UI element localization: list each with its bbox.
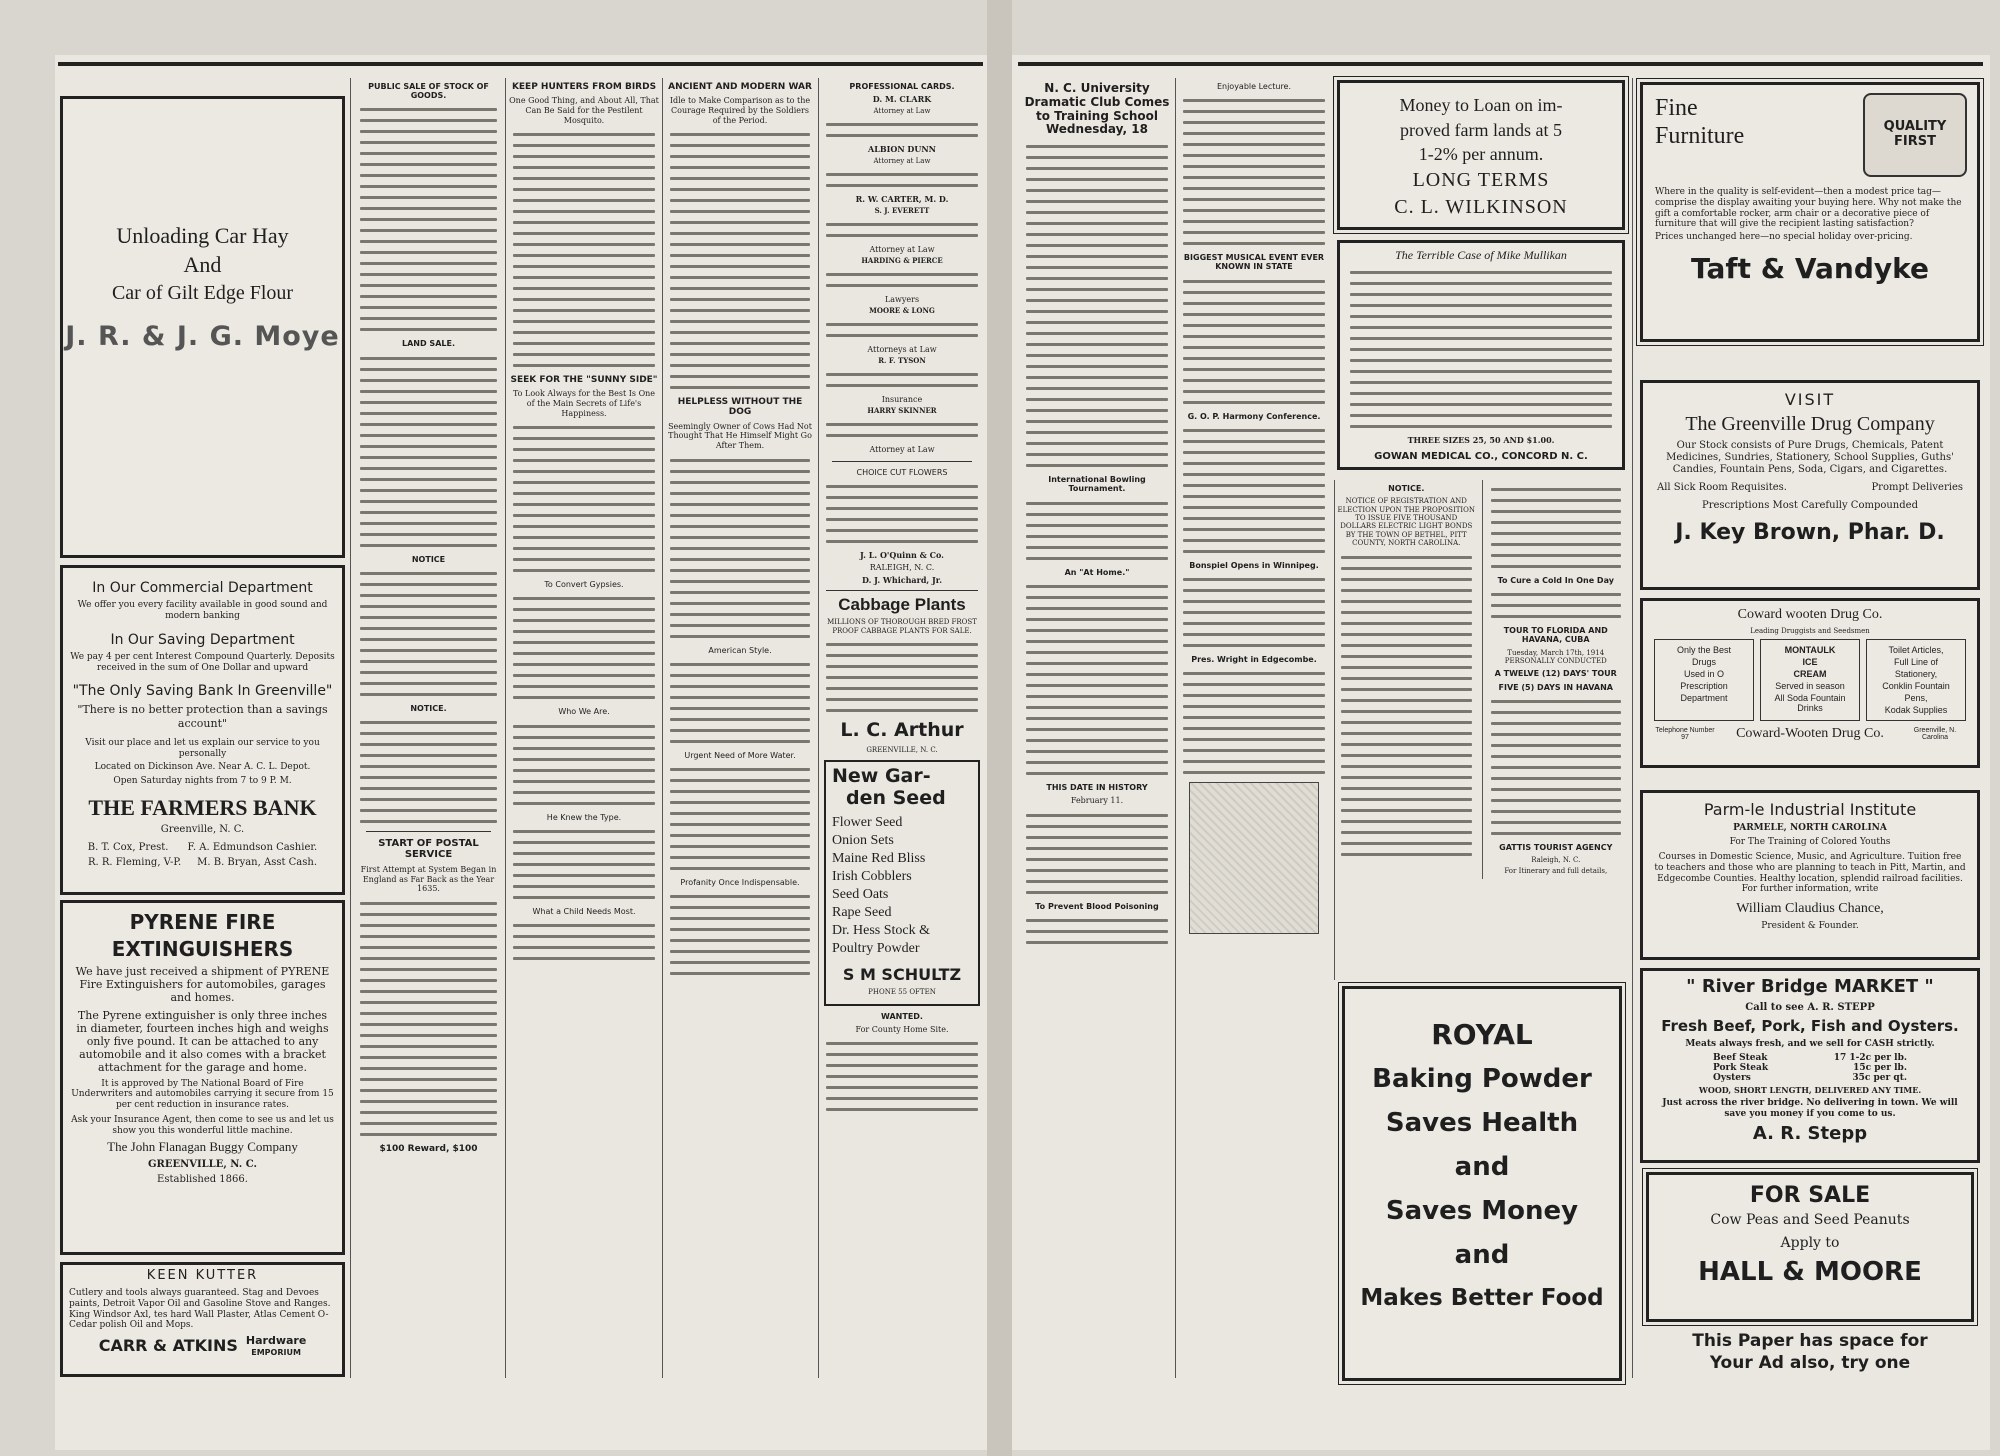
professional-card-line: S. J. EVERETT: [874, 205, 930, 215]
pyrene-title1: PYRENE FIRE: [129, 910, 276, 934]
pyrene-company: The John Flanagan Buggy Company: [107, 1139, 298, 1155]
rcol2-body-8: [1183, 672, 1325, 774]
coward-foot-left: Telephone Number 97: [1655, 727, 1715, 742]
ad-loan: [1337, 80, 1625, 230]
keen-company2: Hardware: [245, 1334, 307, 1348]
seed-item: Irish Cobblers: [832, 868, 912, 884]
ad-coward-wooten: [1640, 598, 1980, 768]
professional-card-body: [826, 323, 978, 337]
rcol2-h2: Enjoyable Lecture.: [1216, 82, 1292, 91]
drug-deliveries: Prompt Deliveries: [1871, 482, 1963, 494]
sale-company: HALL & MOORE: [1698, 1256, 1922, 1287]
parmele-title: Parm-le Industrial Institute: [1703, 800, 1917, 819]
col5-divider-1: [832, 461, 972, 462]
bank-slogan2: "There is no better protection than a savings account": [77, 703, 328, 730]
rcol3-agency-city: Raleigh, N. C.: [1531, 855, 1581, 864]
left-col-4: [666, 78, 814, 1378]
left-col-5: [822, 78, 982, 1378]
coward-sub: Leading Druggists and Seedsmen: [1750, 627, 1870, 636]
drug-company: The Greenville Drug Company: [1685, 413, 1935, 436]
drug-sick: All Sick Room Requisites.: [1657, 482, 1787, 494]
market-fresh: Fresh Beef, Pork, Fish and Oysters.: [1661, 1016, 1959, 1035]
col3-h6: What a Child Needs Most.: [532, 906, 636, 916]
coward-mid5: All Soda Fountain Drinks: [1774, 693, 1846, 714]
pyrene-p1: We have just received a shipment of PYRENE Fire Extinguishers for automobiles, garages and homes.: [75, 965, 330, 1005]
keen-title: KEEN KUTTER: [146, 1268, 259, 1283]
market-price-item: Oysters: [1713, 1072, 1751, 1083]
col3-body-1: [513, 133, 655, 367]
royal-line4: and: [1454, 1151, 1510, 1182]
space-line1: This Paper has space for: [1692, 1331, 1928, 1351]
col2-body-5: [360, 902, 497, 1136]
col3-body-2: [513, 426, 655, 572]
rcol1-h10: To Prevent Blood Poisoning: [1035, 901, 1159, 911]
coward-foot-mid: Coward-Wooten Drug Co.: [1736, 726, 1884, 742]
professional-card-body: [826, 273, 978, 287]
professional-card-body: [826, 373, 978, 387]
col4-body-4: [670, 768, 810, 870]
market-price-value: 17 1-2c per lb.: [1833, 1052, 1907, 1063]
drug-text: Our Stock consists of Pure Drugs, Chemicals, Patent Medicines, Sundries, Stationery, School Supplies, Guths' Candies, Fountain Pens, Soda, Cigars, and Cigarettes.: [1666, 440, 1954, 476]
professional-card-line: Attorney at Law: [869, 245, 935, 255]
sale-title: FOR SALE: [1749, 1183, 1871, 1208]
coward-mid3: CREAM: [1793, 669, 1827, 680]
keen-text: Cutlery and tools always guaranteed. Stag and Devoes paints, Detroit Vapor Oil and Gasoline Stove and Ranges. King Windsor Axl, tes hard Wall Plaster, Atlas Cement O-Cedar polish Oil and Mops.: [69, 1287, 331, 1331]
col2-h6: $100 Reward, $100: [379, 1143, 478, 1154]
coward-left5: Department: [1680, 693, 1728, 704]
col3-body-6: [513, 924, 655, 960]
col3-h3: To Convert Gypsies.: [544, 580, 624, 590]
left-col-rule-1: [350, 78, 351, 1378]
coward-left1: Only the Best: [1676, 645, 1732, 656]
parmele-sub1: PARMELE, NORTH CAROLINA: [1733, 823, 1887, 834]
ad-for-sale: [1646, 1172, 1974, 1322]
col4-h2-sub: Seemingly Owner of Cows Had Not Thought That He Himself Might Go After Them.: [668, 421, 812, 450]
rcol3-left: [1337, 480, 1476, 879]
rcol1-h5: International Bowling Tournament.: [1048, 475, 1146, 494]
col2-h5: START OF POSTAL SERVICE: [378, 837, 479, 861]
coward-right-box: [1866, 639, 1966, 721]
col3-h2: SEEK FOR THE "SUNNY SIDE": [510, 375, 658, 386]
seed-item: Rape Seed: [832, 904, 892, 920]
left-top-rule: [58, 62, 983, 66]
professional-card-line: Attorneys at Law: [867, 345, 937, 355]
rcol1-body-5: [1026, 502, 1168, 560]
bank-heading2: In Our Saving Department: [110, 631, 295, 648]
coward-foot-right: Greenville, N. Carolina: [1913, 727, 1957, 742]
arthur-name: L. C. Arthur: [840, 718, 964, 741]
bank-text2: We pay 4 per cent Interest Compound Quarterly. Deposits received in the sum of One Dollar and upward: [70, 651, 335, 673]
left-col-2: [356, 78, 501, 1378]
ad-garden-seed: [824, 760, 980, 1005]
wanted-body: [826, 1042, 978, 1111]
coward-right5: Pens,: [1904, 693, 1928, 704]
coward-mid2: ICE: [1802, 657, 1818, 668]
market-price-item: Beef Steak: [1713, 1052, 1768, 1063]
market-name: A. R. Stepp: [1752, 1122, 1868, 1144]
seed-schultz: S M SCHULTZ: [842, 964, 962, 984]
market-price-value: 35c per qt.: [1852, 1072, 1907, 1083]
drug-pharm: J. Key Brown, Phar. D.: [1675, 520, 1945, 546]
coward-mid4: Served in season: [1775, 681, 1845, 692]
coward-mid1: MONTAULK: [1784, 645, 1836, 656]
col3-body-4: [513, 725, 655, 805]
professional-card-line: Attorney at Law: [873, 156, 931, 165]
market-price-list: [1643, 1053, 1977, 1083]
left-col-rule-3: [662, 78, 663, 1378]
col4-h4: Urgent Need of More Water.: [684, 750, 796, 760]
professional-card-line: D. M. CLARK: [872, 94, 932, 105]
drug-prescriptions: Prescriptions Most Carefully Compounded: [1702, 500, 1918, 512]
royal-line1: ROYAL: [1431, 1018, 1533, 1051]
rcol1-h6: An "At Home.": [1064, 567, 1130, 577]
coward-title: Coward wooten Drug Co.: [1737, 607, 1883, 622]
col4-body-2: [670, 459, 810, 638]
cabbage-body: [826, 643, 978, 712]
rcol2-h8: Pres. Wright in Edgecombe.: [1191, 654, 1317, 664]
ad-car-hay-line4: J. R. & J. G. Moye: [65, 320, 340, 352]
rcol1-body-10: [1026, 919, 1168, 944]
col4-h3: American Style.: [708, 645, 772, 655]
rcol3-body-3: [1491, 593, 1622, 618]
right-col-rule-3: [1632, 78, 1633, 1378]
coward-right2: Full Line of: [1893, 657, 1939, 668]
market-wood: WOOD, SHORT LENGTH, DELIVERED ANY TIME.: [1698, 1084, 1922, 1095]
col3-body-3: [513, 597, 655, 699]
rcol2-h7: Bonspiel Opens in Winnipeg.: [1189, 560, 1319, 570]
professional-card-body: [826, 173, 978, 187]
wanted-title: WANTED.: [881, 1011, 923, 1021]
seed-list: [832, 814, 972, 958]
parmele-sub2: For The Training of Colored Youths: [1729, 837, 1891, 848]
parmele-name: William Claudius Chance,: [1736, 901, 1884, 917]
col4-body-3: [670, 663, 810, 743]
pyrene-city: GREENVILLE, N. C.: [147, 1159, 258, 1171]
wanted-sub: For County Home Site.: [855, 1024, 949, 1034]
bank-officers1: B. T. Cox, Prest. F. A. Edmundson Cashier.: [87, 842, 318, 854]
ad-mullikan: [1337, 240, 1625, 470]
col2-body-3: [360, 572, 497, 696]
rcol1-h1: N. C. University Dramatic Club Comes to Training School Wednesday, 18: [1024, 81, 1170, 137]
mullikan-body: [1350, 271, 1612, 428]
keen-company3: EMPORIUM: [251, 1347, 301, 1357]
coward-right1: Toilet Articles,: [1888, 645, 1944, 656]
coward-left2: Drugs: [1691, 657, 1716, 668]
professional-card-body: [826, 423, 978, 437]
pyrene-established: Established 1866.: [157, 1174, 248, 1186]
ad-greenville-drug: [1640, 380, 1980, 590]
right-col-rule-1: [1175, 78, 1176, 1378]
rcol3-h3: TOUR TO FLORIDA AND HAVANA, CUBA: [1503, 626, 1608, 645]
col2-h1: PUBLIC SALE OF STOCK OF GOODS.: [368, 82, 489, 101]
rcol3-body-1: [1341, 556, 1472, 856]
furniture-text2: Prices unchanged here—no special holiday over-pricing.: [1655, 232, 1913, 243]
seed-item: Poultry Powder: [832, 940, 920, 956]
bank-city: Greenville, N. C.: [160, 824, 245, 836]
market-price-row: [1713, 1053, 1907, 1063]
bank-slogan: "The Only Saving Bank In Greenville": [72, 683, 333, 700]
col2-h2: LAND SALE.: [402, 339, 455, 349]
seed-phone: PHONE 55 OFTEN: [868, 988, 936, 997]
arthur-city: GREENVILLE, N. C.: [866, 745, 938, 754]
keen-company: CARR & ATKINS: [98, 1335, 238, 1355]
col4-body-5: [670, 895, 810, 975]
rcol1-h9-sub: February 11.: [1070, 795, 1124, 805]
ad-farmers-bank: [60, 565, 345, 895]
ad-car-hay-line1: Unloading Car Hay: [116, 223, 289, 248]
coward-mid-box: [1760, 639, 1860, 721]
col3-h5: He Knew the Type.: [546, 812, 622, 822]
quality-first-text: QUALITY FIRST: [1883, 119, 1947, 149]
seed-title2: den Seed: [846, 787, 946, 810]
market-across: Just across the river bridge. No delivering in town. We will save you money if you come to us.: [1662, 1098, 1958, 1120]
royal-line2: Baking Powder: [1372, 1064, 1592, 1095]
quality-first-badge: [1863, 93, 1967, 177]
left-col-3: [509, 78, 659, 1378]
rcol1-h9: THIS DATE IN HISTORY: [1046, 782, 1148, 792]
drug-visit: VISIT: [1784, 390, 1836, 409]
col3-h2-sub: To Look Always for the Best Is One of the Main Secrets of Life's Happiness.: [512, 389, 656, 418]
col2-h3: NOTICE: [411, 554, 446, 564]
market-price-value: 15c per lb.: [1853, 1062, 1907, 1073]
pyrene-p2: The Pyrene extinguisher is only three inches in diameter, fourteen inches high and weighs only five pound. It can be attached to any automobile and it also comes with a bracket attachment for the garage and home.: [76, 1008, 329, 1075]
ad-car-hay-line2: And: [183, 252, 222, 278]
rcol3-agency-note: For Itinerary and full details,: [1504, 867, 1608, 876]
market-meats: Meats always fresh, and we sell for CASH strictly.: [1685, 1038, 1935, 1049]
right-col-3: [1337, 480, 1625, 980]
pyrene-p4: Ask your Insurance Agent, then come to see us and let us show you this wonderful little machine.: [71, 1114, 334, 1136]
col2-divider: [366, 831, 491, 832]
professional-card-line: Attorney at Law: [869, 445, 935, 455]
bank-location: Located on Dickinson Ave. Near A. C. L. Depot.: [94, 762, 311, 773]
ad-car-hay: [60, 96, 345, 558]
bank-heading1: In Our Commercial Department: [92, 580, 313, 596]
seed-title1: New Gar-: [832, 765, 931, 788]
loan-line2: proved farm lands at 5: [1400, 119, 1562, 140]
mullikan-title: The Terrible Case of Mike Mullikan: [1395, 248, 1567, 262]
col5-florist2: D. J. Whichard, Jr.: [861, 575, 943, 586]
right-col-rule-2: [1334, 480, 1335, 980]
col4-h2: HELPLESS WITHOUT THE DOG: [677, 397, 803, 418]
col4-h1: ANCIENT AND MODERN WAR: [668, 82, 812, 92]
col3-h1-sub: One Good Thing, and About All, That Can Be Said for the Pestilent Mosquito.: [509, 96, 659, 125]
professional-card-line: Lawyers: [884, 295, 920, 305]
seed-item: Dr. Hess Stock &: [832, 922, 930, 938]
col2-h5-sub: First Attempt at System Began in England as Far Back as the Year 1635.: [360, 864, 497, 894]
rcol2-h4: G. O. P. Harmony Conference.: [1187, 411, 1321, 421]
right-col-2: [1179, 78, 1329, 1378]
pyrene-title2: EXTINGUISHERS: [111, 937, 294, 961]
mullikan-company: GOWAN MEDICAL CO., CONCORD N. C.: [1374, 451, 1588, 463]
professional-card-line: MOORE & LONG: [869, 305, 935, 315]
cabbage-title: Cabbage Plants: [838, 594, 966, 614]
sale-sub: Cow Peas and Seed Peanuts: [1710, 1212, 1910, 1229]
loan-line4: LONG TERMS: [1412, 169, 1550, 192]
professional-card-body: [826, 123, 978, 137]
sale-apply: Apply to: [1780, 1235, 1840, 1252]
col5-h1: PROFESSIONAL CARDS.: [849, 82, 955, 91]
furniture-text: Where in the quality is self-evident—then a modest price tag—comprise the display awaiting your buying here. Why not make the gift a comfortable rocker, arm chair or a decorative piece of furniture that will give the recipient lasting satisfaction?: [1655, 187, 1962, 230]
coward-right4: Conklin Fountain: [1882, 681, 1950, 692]
rcol2-h3: BIGGEST MUSICAL EVENT EVER KNOWN IN STATE: [1183, 253, 1325, 272]
bank-visit: Visit our place and let us explain our service to you personally: [85, 737, 320, 759]
col2-body-4: [360, 721, 497, 823]
col4-h5: Profanity Once Indispensable.: [680, 877, 800, 887]
professional-card-line: HARRY SKINNER: [867, 405, 937, 415]
royal-line7: Makes Better Food: [1360, 1284, 1604, 1311]
rcol3-h3-sub: Tuesday, March 17th, 1914 PERSONALLY CONDUCTED: [1504, 648, 1607, 665]
col3-h1: KEEP HUNTERS FROM BIRDS: [511, 82, 657, 92]
right-top-rule: [1018, 62, 1983, 66]
market-price-row: [1713, 1073, 1907, 1083]
rcol2-body-3: [1183, 280, 1325, 404]
seed-item: Flower Seed: [832, 814, 903, 830]
furniture-company: Taft & Vandyke: [1691, 251, 1929, 285]
loan-line3: 1-2% per annum.: [1418, 144, 1544, 165]
loan-line1: Money to Loan on im-: [1399, 95, 1563, 115]
ad-car-hay-line3: Car of Gilt Edge Flour: [111, 281, 294, 304]
pyrene-p3: It is approved by The National Board of Fire Underwriters and automobiles carrying it secure from 15 per cent reduction in insurance rates.: [71, 1078, 334, 1111]
market-title: " River Bridge MARKET ": [1686, 976, 1934, 997]
ad-furniture: [1640, 82, 1980, 342]
furniture-title2: Furniture: [1655, 122, 1745, 149]
col3-h4: Who We Are.: [558, 707, 610, 717]
bank-name: THE FARMERS BANK: [88, 795, 317, 821]
rcol2-body-7: [1183, 578, 1325, 647]
col5-flowers-body: [826, 485, 978, 543]
coward-left3: Used in O: [1683, 669, 1725, 680]
coward-right6: Kodak Supplies: [1884, 705, 1948, 716]
parmele-text: Courses in Domestic Science, Music, and Agriculture. Tuition free to teachers and those who are planning to teach in Pitt, Martin, and Edgecombe Counties. Healthy location, splendid railroad facilities. For further information, write: [1654, 851, 1966, 895]
professional-cards: [822, 95, 982, 454]
seed-item: Onion Sets: [832, 832, 894, 848]
rcol3-body-2: [1491, 488, 1622, 568]
cabbage-sub: MILLIONS OF THOROUGH BRED FROST PROOF CABBAGE PLANTS FOR SALE.: [827, 618, 977, 635]
rcol3-h1-sub: NOTICE OF REGISTRATION AND ELECTION UPON THE PROPOSITION TO ISSUE FIVE THOUSAND DOLLARS ELECTRIC LIGHT BONDS BY THE TOWN OF BETHEL, PITT COUNTY, NORTH CAROLINA.: [1337, 497, 1476, 548]
rcol2-body-4: [1183, 429, 1325, 553]
space-available-notice: [1640, 1330, 1980, 1385]
royal-line6: and: [1454, 1239, 1510, 1270]
col5-flowers: CHOICE CUT FLOWERS: [856, 467, 948, 477]
ad-royal: [1342, 986, 1622, 1381]
page-gutter: [987, 0, 1012, 1456]
market-price-item: Pork Steak: [1713, 1062, 1769, 1073]
bank-hours: Open Saturday nights from 7 to 9 P. M.: [113, 776, 292, 787]
col5-florist-city: RALEIGH, N. C.: [869, 563, 935, 573]
rcol3-h5: FIVE (5) DAYS IN HAVANA: [1498, 682, 1613, 692]
loan-line5: C. L. WILKINSON: [1394, 196, 1568, 219]
market-call: Call to see A. R. STEPP: [1745, 1001, 1875, 1013]
rcol3-h1: NOTICE.: [1388, 484, 1425, 493]
rcol1-body-9: [1026, 814, 1168, 894]
professional-card-line: Insurance: [881, 395, 923, 405]
col5-divider-2: [826, 590, 978, 591]
rcol3-h2: To Cure a Cold In One Day: [1497, 576, 1614, 585]
left-col-rule-4: [818, 78, 819, 1378]
ad-keen-kutter: [60, 1262, 345, 1377]
royal-line5: Saves Money: [1385, 1195, 1579, 1226]
left-col-rule-2: [505, 78, 506, 1378]
furniture-title1: Fine: [1655, 95, 1698, 121]
right-col-1: [1022, 78, 1172, 1378]
col4-body-1: [670, 133, 810, 389]
mullikan-price: THREE SIZES 25, 50 AND $1.00.: [1407, 434, 1555, 445]
coward-left4: Prescription: [1680, 681, 1728, 692]
royal-line3: Saves Health: [1385, 1108, 1579, 1139]
professional-card-line: ALBION DUNN: [868, 144, 936, 155]
professional-card-body: [826, 223, 978, 237]
ad-parmele: [1640, 790, 1980, 960]
col2-h4: NOTICE.: [410, 703, 447, 713]
col3-body-5: [513, 830, 655, 899]
seed-item: Maine Red Bliss: [832, 850, 926, 866]
coward-left-box: [1654, 639, 1754, 721]
col2-body-2: [360, 357, 497, 547]
bank-officers2: R. R. Fleming, V-P. M. B. Bryan, Asst Cash.: [87, 857, 318, 869]
professional-card-line: R. W. CARTER, M. D.: [855, 194, 949, 205]
ad-river-bridge-market: [1640, 968, 1980, 1163]
col4-h1-sub: Idle to Make Comparison as to the Courage Required by the Soldiers of the Period.: [669, 96, 811, 125]
professional-card-line: R. F. TYSON: [878, 355, 926, 365]
bank-text1: We offer you every facility available in good sound and modern banking: [77, 600, 328, 621]
rcol3-right: [1482, 480, 1626, 879]
col5-florist: J. L. O'Quinn & Co.: [860, 549, 944, 560]
coward-right3: Stationery,: [1894, 669, 1938, 680]
rcol3-agency: GATTIS TOURIST AGENCY: [1499, 842, 1613, 852]
seed-item: Seed Oats: [832, 886, 889, 902]
professional-card-line: HARDING & PIERCE: [861, 255, 943, 265]
rcol1-body-6: [1026, 585, 1168, 775]
ad-pyrene: [60, 900, 345, 1255]
space-line2: Your Ad also, try one: [1709, 1352, 1911, 1373]
rcol3-body-4: [1491, 700, 1622, 835]
illustration-image: [1189, 782, 1319, 934]
col2-body-1: [360, 108, 497, 331]
rcol1-body-1: [1026, 145, 1168, 467]
market-price-row: [1713, 1063, 1907, 1073]
parmele-role: President & Founder.: [1761, 921, 1859, 932]
rcol2-body-2: [1183, 99, 1325, 245]
rcol3-h4: A TWELVE (12) DAYS' TOUR: [1494, 669, 1617, 679]
professional-card-line: Attorney at Law: [873, 106, 931, 115]
